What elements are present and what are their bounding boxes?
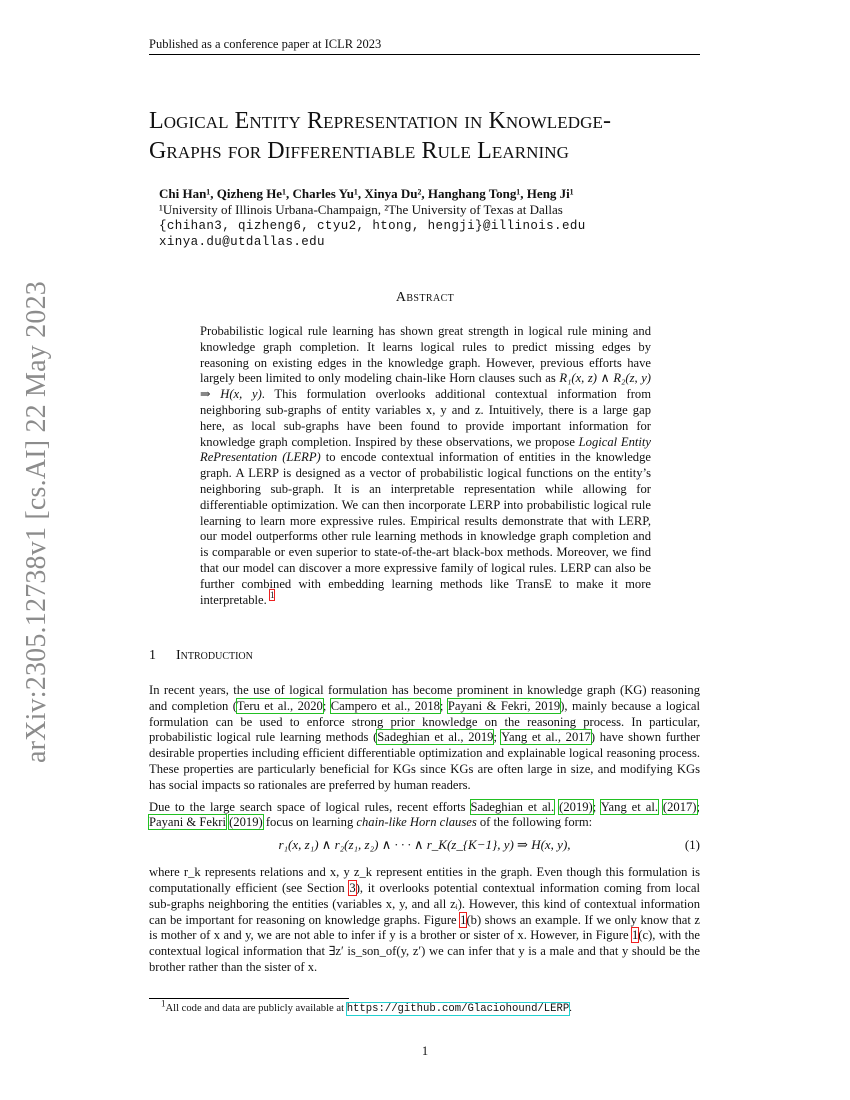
equation-1: [149, 837, 700, 859]
running-header: Published as a conference paper at ICLR 2023: [149, 37, 382, 51]
arxiv-stamp: [0, 0, 52, 1100]
intro-p2-text-a: Due to the large search space of logical rules, recent efforts: [149, 799, 471, 814]
code-url-link[interactable]: https://github.com/Glaciohound/LERP: [346, 1003, 570, 1015]
citation-link[interactable]: Yang et al., 2017: [501, 730, 591, 745]
intro-p2-text-b: focus on learning: [262, 815, 357, 830]
intro-paragraph-1: In recent years, the use of logical formulation has become prominent in knowledge graph (KG) reasoning and completion (Teru et al., 2020; Campero et al., 2018; Payani & Fekri, 2019), mainly because a logical formulation can be used to enforce strong prior knowledge on the reasoning process. In particular, probabilistic logical rule learning methods (Sadeghian et al., 2019; Yang et al., 2017) have shown further desirable properties including efficient differentiable optimization and explainable logical reasoning process. These properties are particularly beneficial for KGs since KGs are often large in size, and modifying KGs has social impacts so rationales are preferred by human readers.: [149, 683, 700, 792]
abstract-text: [200, 324, 651, 608]
intro-p3-text-b: ), it overlooks potential contextual information coming from local sub-graphs neighboring the entities (variables x, y, and all zᵢ). However, this kind of contextual information can be important for reasoning on knowledge graphs. Figure: [149, 880, 700, 927]
citation-link[interactable]: Payani & Fekri, 2019: [447, 698, 561, 713]
intro-p3-text-c: (b) shows an example. If we only know that z is mother of x and y, we are not able to infer if y is a brother or sister of x. However, in Figure: [149, 912, 700, 943]
intro-p3-text-d: (c), with the contextual logical information that ∃z′ is_son_of(y, z′) we can infer that y is a male and that y should be the brother rather than the sister of x.: [149, 928, 700, 974]
arxiv-stamp-text: arXiv:2305.12738v1 [cs.AI] 22 May 2023: [21, 281, 52, 763]
intro-paragraph-3: [149, 865, 700, 976]
intro-p1-text-a: In recent years, the use of logical formulation has become prominent in knowledge graph (KG) reasoning and completion (: [149, 683, 700, 713]
citation-link[interactable]: Sadeghian et al., 2019: [377, 730, 494, 745]
section-heading: [149, 648, 253, 664]
abstract-part-1: Probabilistic logical rule learning has shown great strength in logical rule mining and knowledge graph completion. It learns logical rules to predict missing edges by reasoning on existing edges in the knowledge graph. However, previous efforts have largely been limited to only modeling chain-like Horn clauses such as: [200, 324, 651, 386]
email-line-1[interactable]: {chihan3, qizheng6, ctyu2, htong, hengji}@illinois.edu: [159, 219, 586, 233]
section-ref-link[interactable]: 3: [349, 880, 356, 895]
footnote-link[interactable]: 1: [269, 590, 275, 601]
footnote-rule: [149, 998, 349, 999]
abstract-formula: R₁(x, z) ∧ R₂(z, y) ⇒ H(x, y): [200, 371, 651, 402]
citation-link[interactable]: Yang et al.: [600, 799, 658, 814]
intro-p2-text-c: of the following form:: [476, 815, 593, 830]
footnote: [161, 998, 572, 1015]
affiliations: ¹University of Illinois Urbana-Champaign, ²The University of Texas at Dallas: [159, 202, 563, 217]
intro-p2-emphasis: chain-like Horn clauses: [356, 815, 477, 830]
page-number: 1: [421, 1044, 429, 1058]
abstract-part-3: to encode contextual information of entities in the knowledge graph. A LERP is designed as a vector of probabilistic logical functions on the entity’s neighboring sub-graph. It is an interpretable representation while allowing for differentiable optimization. We can then incorporate LERP into probabilistic logical rule learning to learn more expressive rules. Empirical results demonstrate that with LERP, our model outperforms other rule learning methods in knowledge graph completion and is comparable or even superior to state-of-the-art black-box methods. Moreover, we find that our model can discover a more expressive family of logical rules. LERP can also be further combined with embedding learning methods like TransE to make it more interpretable.: [200, 450, 651, 607]
abstract-part-2: . This formulation overlooks additional contextual information from neighboring sub-graphs of entity variables x, y and z. Intuitively, there is a large gap here, as local sub-graphs have been found to provide important information for knowledge graph completion. Inspired by these observations, we propose: [200, 387, 651, 449]
section-title: Introduction: [176, 648, 253, 663]
abstract-emphasis: Logical Entity RePresentation (LERP): [200, 434, 651, 465]
abstract-heading: Abstract: [395, 290, 455, 305]
citation-link[interactable]: Sadeghian et al.: [470, 799, 555, 814]
footnote-mark: 1: [161, 998, 166, 1009]
intro-p1-text-c: ) have shown further desirable properties including efficient differentiable optimization and explainable logical reasoning process. These properties are particularly beneficial for KGs since KGs are often large in size, and modifying KGs has social impacts so rationales are preferred by human readers.: [149, 730, 700, 792]
equation-number: (1): [684, 837, 700, 853]
equation-formula: r₁(x, z₁) ∧ r₂(z₁, z₂) ∧ · · · ∧ r_K(z_{K−1}, y) ⇒ H(x, y),: [278, 837, 571, 853]
title-line-2: Graphs for Differentiable Rule Learning: [149, 138, 570, 164]
title-line-1: Logical Entity Representation in Knowledge-: [149, 108, 612, 134]
citation-link[interactable]: Campero et al., 2018: [330, 698, 440, 713]
citation-link[interactable]: Payani & Fekri: [149, 815, 226, 830]
citation-link[interactable]: (2019): [229, 815, 263, 830]
email-line-2[interactable]: xinya.du@utdallas.edu: [159, 235, 325, 249]
section-number: 1: [149, 648, 156, 663]
citation-link[interactable]: (2017): [662, 799, 697, 814]
intro-body: [149, 683, 700, 982]
footnote-text: All code and data are publicly available at: [165, 1003, 347, 1014]
intro-p1-text-b: ), mainly because a logical formulation can be used to enforce strong prior knowledge on the reasoning process. In particular, probabilistic logical rule learning methods (: [149, 698, 700, 745]
citation-link[interactable]: Teru et al., 2020: [236, 698, 323, 713]
author-names: Chi Han¹, Qizheng He¹, Charles Yu¹, Xinya Du², Hanghang Tong¹, Heng Ji¹: [159, 186, 574, 201]
author-block: [159, 186, 699, 250]
footnote-end: .: [569, 1003, 572, 1014]
paper-title: [149, 106, 709, 166]
figure-ref-link[interactable]: 1: [460, 912, 467, 927]
citation-link[interactable]: (2019): [559, 799, 593, 814]
intro-paragraph-2: Due to the large search space of logical rules, recent efforts Sadeghian et al. (2019); Yang et al. (2017); Payani & Fekri (2019) focus on learning chain-like Horn clauses of the following form:: [149, 799, 700, 830]
header-rule: [149, 54, 700, 55]
figure-ref-link[interactable]: 1: [631, 928, 639, 943]
intro-p3-text-a: where r_k represents relations and x, y z_k represent entities in the graph. Even though this formulation is computationally efficient (see Section: [149, 865, 700, 895]
